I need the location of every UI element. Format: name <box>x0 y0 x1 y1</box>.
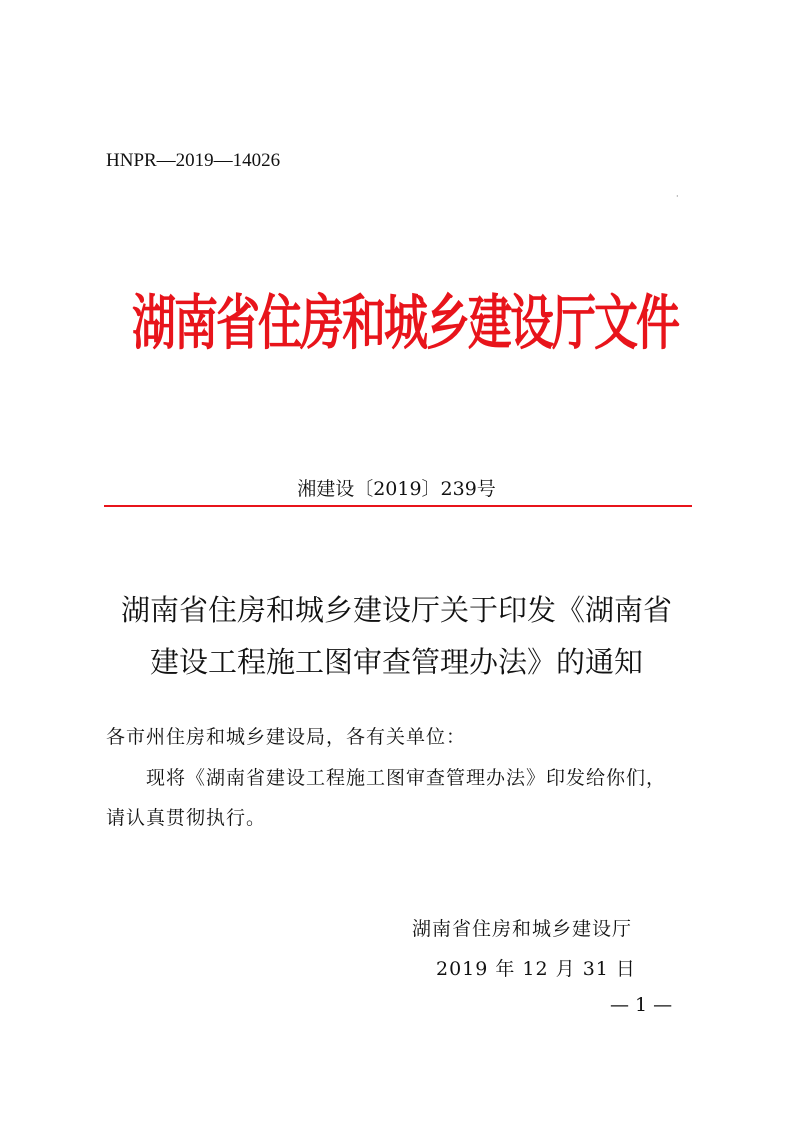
signature-date: 2019 年 12 月 31 日 <box>436 958 636 980</box>
document-title-line-2: 建设工程施工图审查管理办法》的通知 <box>149 645 643 679</box>
signer: 湖南省住房和城乡建设厅 <box>412 918 633 940</box>
issuer-letterhead: 湖南省住房和城乡建设厅文件 <box>132 289 678 359</box>
document-number: 湘建设〔2019〕239号 <box>297 478 496 500</box>
addressee: 各市州住房和城乡建设局，各有关单位： <box>106 726 467 748</box>
corner-mark: · <box>676 192 679 201</box>
letterhead-divider <box>104 505 692 507</box>
document-code: HNPR—2019—14026 <box>106 150 281 171</box>
body-paragraph-line-2: 请认真贯彻执行。 <box>106 807 267 829</box>
page-number: — 1 — <box>610 994 673 1016</box>
document-title-line-1: 湖南省住房和城乡建设厅关于印发《湖南省 <box>120 593 672 627</box>
body-paragraph-line-1: 现将《湖南省建设工程施工图审查管理办法》印发给你们， <box>146 767 667 789</box>
